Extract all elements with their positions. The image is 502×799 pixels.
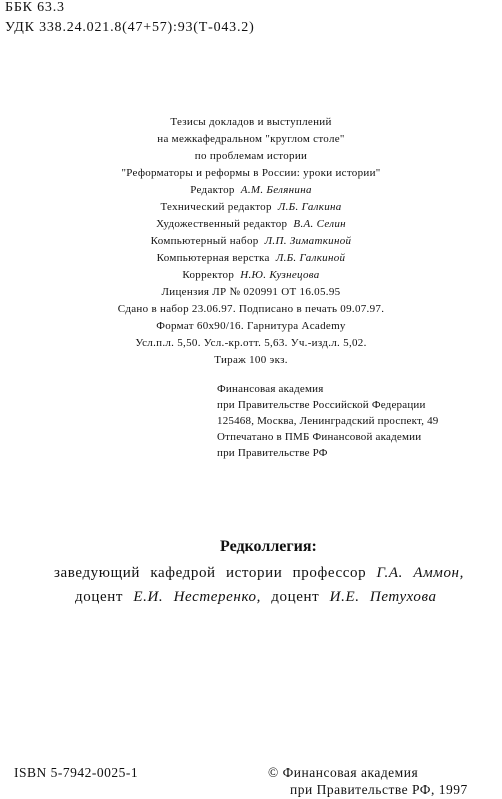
- imprint-title-line: по проблемам истории: [194, 150, 308, 162]
- board-position: доцент: [75, 589, 134, 605]
- credit-name: А.М. Белянина: [240, 184, 312, 196]
- credit-line: [0, 199, 502, 216]
- isbn: ISBN 5-7942-0025-1: [14, 765, 139, 780]
- credit-line: [0, 250, 502, 267]
- credit-role: Редактор: [190, 184, 235, 196]
- copyright-line: © Финансовая академия: [268, 765, 419, 780]
- credit-line: [0, 233, 502, 250]
- print-run-line: Тираж 100 экз.: [214, 354, 288, 366]
- udk-code: УДК 338.24.021.8(47+57):93(Т-043.2): [5, 20, 255, 35]
- imprint-block: [0, 114, 502, 369]
- bbk-code: ББК 63.3: [5, 0, 65, 15]
- license-line: Лицензия ЛР № 020991 ОТ 16.05.95: [161, 286, 341, 298]
- board-member-name: Г.А. Аммон,: [376, 565, 464, 581]
- board-position: заведующий кафедрой истории профессор: [54, 565, 377, 581]
- credit-name: Л.Б. Галкина: [277, 201, 342, 213]
- format-line: Формат 60x90/16. Гарнитура Academy: [156, 320, 346, 332]
- publisher-line: 125468, Москва, Ленинградский проспект, 49: [217, 415, 439, 427]
- editorial-board-line: [54, 565, 464, 582]
- credit-line: [0, 182, 502, 199]
- publisher-block: [217, 381, 439, 461]
- board-member-name: Е.И. Нестеренко,: [133, 589, 261, 605]
- credit-role: Компьютерная верстка: [156, 252, 270, 264]
- imprint-title-line: Тезисы докладов и выступлений: [170, 116, 332, 128]
- dates-line: Сдано в набор 23.06.97. Подписано в печать 09.07.97.: [117, 303, 385, 315]
- credit-name: Л.Б. Галкиной: [275, 252, 346, 264]
- credit-role: Корректор: [182, 269, 235, 281]
- publisher-line: при Правительстве РФ: [217, 447, 328, 459]
- editorial-board-line: [75, 589, 437, 606]
- credit-name: В.А. Селин: [293, 218, 346, 230]
- sheets-line: Усл.п.л. 5,50. Усл.-кр.отт. 5,63. Уч.-изд.л. 5,02.: [135, 337, 367, 349]
- credit-role: Технический редактор: [160, 201, 272, 213]
- editorial-board-title: Редколлегия:: [220, 538, 317, 555]
- publisher-line: при Правительстве Российской Федерации: [217, 399, 426, 411]
- board-member-name: И.Е. Петухова: [329, 589, 437, 605]
- credit-line: [0, 216, 502, 233]
- imprint-title-line: на межкафедральном "круглом столе": [157, 133, 345, 145]
- copyright-line: при Правительстве РФ, 1997: [290, 782, 468, 797]
- board-position: доцент: [260, 589, 330, 605]
- credit-name: Л.П. Зиматкиной: [264, 235, 352, 247]
- credit-name: Н.Ю. Кузнецова: [240, 269, 320, 281]
- imprint-title-line: "Реформаторы и реформы в России: уроки истории": [121, 167, 381, 179]
- credit-role: Компьютерный набор: [150, 235, 259, 247]
- credit-role: Художественный редактор: [156, 218, 288, 230]
- publisher-line: Отпечатано в ПМБ Финансовой академии: [217, 431, 422, 443]
- publisher-line: Финансовая академия: [217, 383, 324, 395]
- credit-line: [0, 267, 502, 284]
